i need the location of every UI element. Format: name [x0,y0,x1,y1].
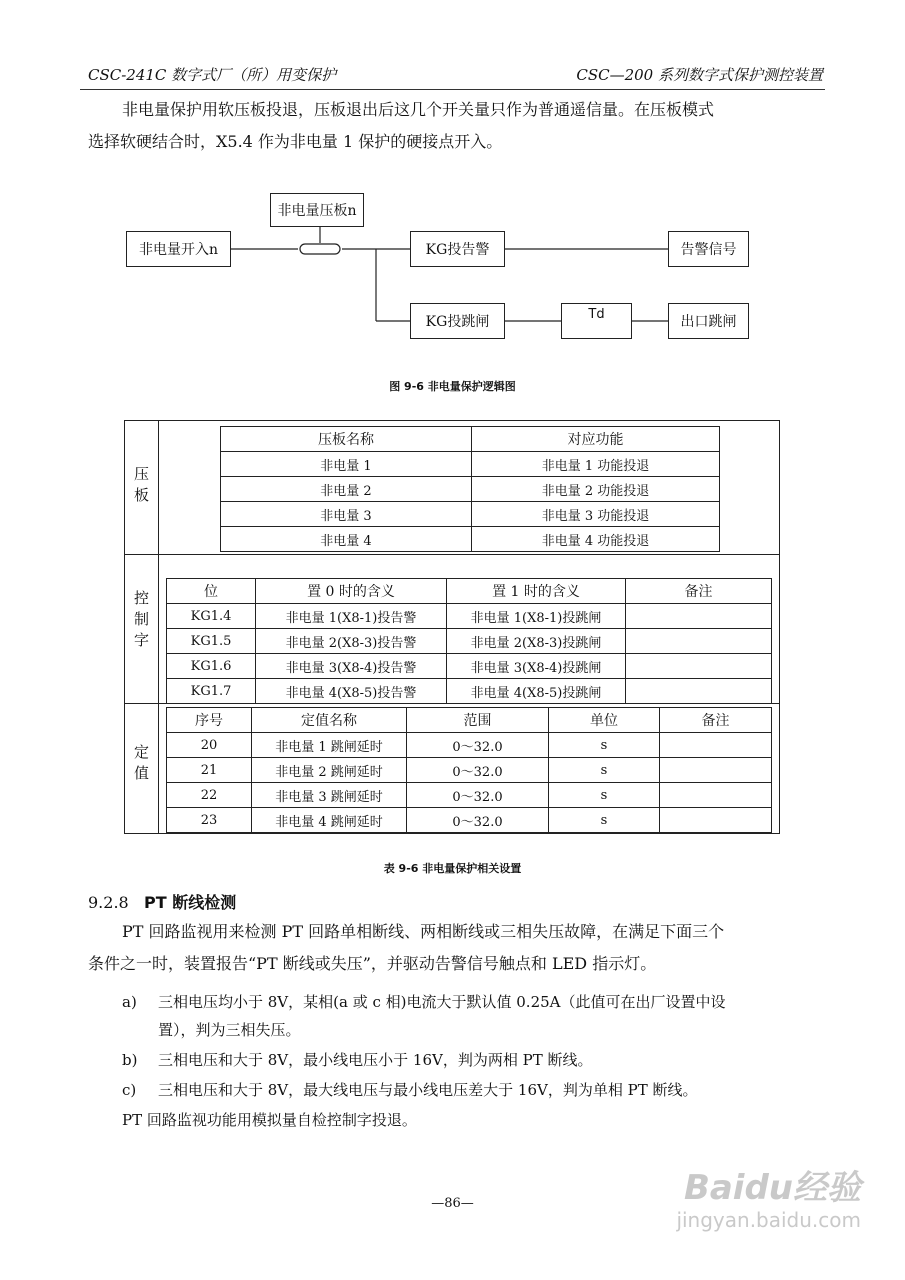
set-cell: 非电量 3 跳闸延时 [252,783,407,808]
table-row [167,783,772,808]
set-cell: s [549,783,660,808]
ctrl-cell: KG1.7 [167,679,256,704]
ctrl-cell: 非电量 2(X8-3)投跳闸 [447,629,626,654]
table-row [221,427,720,452]
ctrl-header-bit: 位 [167,579,256,604]
ctrl-cell [626,629,772,654]
set-header-note: 备注 [660,708,772,733]
trip-kg-box: KG投跳闸 [410,303,505,339]
set-cell: 21 [167,758,252,783]
table-row [221,477,720,502]
ctrl-cell: 非电量 4(X8-5)投告警 [256,679,447,704]
plate-table [220,426,720,552]
set-cell: 0～32.0 [407,808,549,833]
set-header-index: 序号 [167,708,252,733]
set-header-range: 范围 [407,708,549,733]
table-row [167,708,772,733]
ctrl-cell: 非电量 3(X8-4)投告警 [256,654,447,679]
set-cell: 非电量 1 跳闸延时 [252,733,407,758]
plate-cell: 非电量 2 [221,477,472,502]
watermark-logo: Baidu经验 [683,1168,861,1208]
set-cell: 非电量 4 跳闸延时 [252,808,407,833]
table-row [167,733,772,758]
ctrl-header-note: 备注 [626,579,772,604]
plate-cell: 非电量 4 功能投退 [472,527,720,552]
table-row [167,808,772,833]
watermark-url: jingyan.baidu.com [676,1208,861,1232]
section-title: PT 断线检测 [143,893,237,912]
figure-caption: 图 9-6 非电量保护逻辑图 [389,380,516,393]
plate-section-label: 压板 [132,466,150,508]
plate-box: 非电量压板n [270,193,364,227]
delay-box [561,303,632,339]
plate-header-function: 对应功能 [472,427,720,452]
set-cell: s [549,808,660,833]
set-cell [660,758,772,783]
page-number: —86— [431,1196,474,1211]
table-row [221,502,720,527]
set-header-name: 定值名称 [252,708,407,733]
ctrl-header-zero: 置 0 时的含义 [256,579,447,604]
plate-cell: 非电量 3 功能投退 [472,502,720,527]
plate-cell: 非电量 4 [221,527,472,552]
alarm-signal-box: 告警信号 [668,231,749,267]
plate-cell: 非电量 2 功能投退 [472,477,720,502]
input-box: 非电量开入n [126,231,231,267]
ctrl-header-one: 置 1 时的含义 [447,579,626,604]
list-marker: b) [122,1051,138,1069]
ctrl-cell: 非电量 2(X8-3)投告警 [256,629,447,654]
set-cell: s [549,758,660,783]
list-marker: a) [122,993,137,1011]
list-item: 三相电压和大于 8V，最大线电压与最小线电压差大于 16V，判为单相 PT 断线。 [158,1081,698,1099]
table-row [167,654,772,679]
setting-value-table [166,707,772,833]
table-row [167,629,772,654]
ctrl-cell [626,679,772,704]
ctrl-cell: KG1.6 [167,654,256,679]
list-item: 三相电压和大于 8V，最小线电压小于 16V，判为两相 PT 断线。 [158,1051,593,1069]
ctrl-cell [626,654,772,679]
plate-header-name: 压板名称 [221,427,472,452]
alarm-kg-box: KG投告警 [410,231,505,267]
list-item: 三相电压均小于 8V，某相(a 或 c 相)电流大于默认值 0.25A（此值可在出厂设置中设 [158,993,726,1011]
trip-out-box: 出口跳闸 [668,303,749,339]
set-cell: 20 [167,733,252,758]
ctrl-cell: 非电量 1(X8-1)投告警 [256,604,447,629]
control-word-table [166,578,772,704]
set-cell: 0～32.0 [407,783,549,808]
intro-line-1: 非电量保护用软压板投退，压板退出后这几个开关量只作为普通遥信量。在压板模式 [122,100,715,119]
set-cell: 23 [167,808,252,833]
set-header-unit: 单位 [549,708,660,733]
section-para-line-2: 条件之一时，装置报告“PT 断线或失压”，并驱动告警信号触点和 LED 指示灯。 [88,954,657,973]
section-divider-1 [124,554,780,555]
set-cell: 0～32.0 [407,733,549,758]
delay-label: Td [588,307,605,322]
ctrl-cell: KG1.5 [167,629,256,654]
plate-switch-symbol [300,244,340,254]
list-item: 置），判为三相失压。 [158,1021,301,1039]
set-section-label: 定值 [132,744,150,786]
settings-label-divider [158,420,159,834]
table-row [167,679,772,704]
plate-cell: 非电量 3 [221,502,472,527]
table-caption: 表 9-6 非电量保护相关设置 [383,862,522,875]
table-row [167,604,772,629]
ctrl-cell: KG1.4 [167,604,256,629]
list-marker: c) [122,1081,137,1099]
section-closing: PT 回路监视功能用模拟量自检控制字投退。 [122,1111,417,1129]
table-row [167,758,772,783]
intro-line-2: 选择软硬结合时，X5.4 作为非电量 1 保护的硬接点开入。 [88,132,503,151]
set-cell [660,808,772,833]
set-cell: s [549,733,660,758]
table-row [167,579,772,604]
set-cell [660,733,772,758]
set-cell: 22 [167,783,252,808]
ctrl-cell: 非电量 1(X8-1)投跳闸 [447,604,626,629]
set-cell: 非电量 2 跳闸延时 [252,758,407,783]
ctrl-cell [626,604,772,629]
section-heading [88,890,236,913]
section-number: 9.2.8 [88,893,129,912]
ctrl-section-label: 控制字 [132,590,150,653]
set-cell: 0～32.0 [407,758,549,783]
ctrl-cell: 非电量 3(X8-4)投跳闸 [447,654,626,679]
section-para-line-1: PT 回路监视用来检测 PT 回路单相断线、两相断线或三相失压故障，在满足下面三个 [122,922,725,941]
set-cell [660,783,772,808]
table-row [221,527,720,552]
plate-cell: 非电量 1 功能投退 [472,452,720,477]
header-right: CSC—200 系列数字式保护测控装置 [576,66,823,84]
table-row [221,452,720,477]
header-left: CSC-241C 数字式厂（所）用变保护 [88,66,337,84]
ctrl-cell: 非电量 4(X8-5)投跳闸 [447,679,626,704]
plate-cell: 非电量 1 [221,452,472,477]
